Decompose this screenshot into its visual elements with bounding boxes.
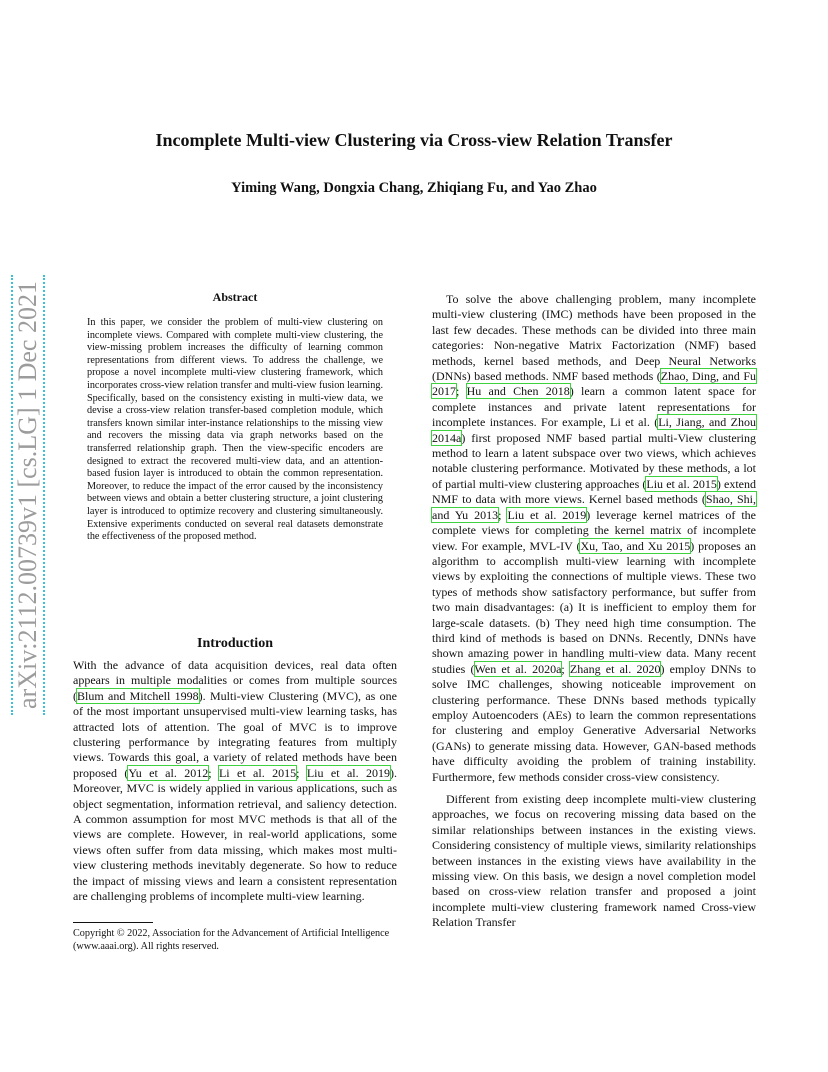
introduction-paragraph [73,658,397,905]
citation-link[interactable]: Xu, Tao, and Xu 2015 [580,538,691,553]
text-run: ; [498,507,508,522]
abstract-text: In this paper, we consider the problem of multi-view clustering on incomplete views. Compared with complete multi-view clustering, the view-missing problem increases the difficulty of learning common representations from different views. To address the challenge, we propose a novel incomplete multi-view clustering framework, which incorporates cross-view relation transfer and multi-view fusion learning. Specifically, based on the consistency existing in multi-view data, we devise a cross-view relation transfer-based completion module, which transfers known similar inter-instance relationships to the missing view and recovers the missing data via graph networks based on the transferred relationship graph. Then the view-specific encoders are designed to extract the recovered multi-view data, and an attention-based fusion layer is introduced to obtain the common representation. Moreover, to reduce the impact of the error caused by the inconsistency between views and obtain a better clustering structure, a joint clustering layer is introduced to optimize recovery and clustering simultaneously. Extensive experiments conducted on several real datasets demonstrate the effectiveness of the proposed method. [87,317,383,543]
citation-link[interactable]: Li et al. 2015 [218,765,297,780]
citation-link[interactable]: Hu and Chen 2018 [466,384,570,399]
citation-link[interactable]: Liu et al. 2019 [507,507,587,522]
introduction-heading: Introduction [197,636,273,651]
abstract-heading: Abstract [212,290,258,304]
text-run: ; [296,765,307,780]
citation-link[interactable]: Zhao, Ding, and Fu 2017 [432,369,757,399]
citation-link[interactable]: Liu et al. 2019 [306,765,390,780]
text-run: To solve the above challenging problem, many incomplete multi-view clustering (IMC) methods have been proposed in the last few decades. These methods can be divided into three main categories: Non-negative Matrix Factorization (NMF) based methods, kernel based methods, and Deep Neural Networks (DNNs) based methods. NMF based methods ( [432,292,756,384]
text-run: ) employ DNNs to solve IMC challenges, showing noticeable improvement on clustering performance. These DNNs based methods typically employ Autoencoders (AEs) to learn the common representations for clustering and employ Generative Adversarial Networks (GANs) to generate missing data. However, GAN-based methods have difficulty avoiding the problem of training instability. Furthermore, few methods consider cross-view consistency. [432,661,756,784]
text-run: ; [208,765,219,780]
author-list: Yiming Wang, Dongxia Chang, Zhiqiang Fu, and Yao Zhao [231,180,597,196]
copyright-footnote: Copyright © 2022, Association for the Advancement of Artificial Intelligence (www.aaai.org). All rights reserved. [73,928,390,952]
arxiv-stamp [10,265,46,725]
citation-link[interactable]: Zhang et al. 2020 [569,661,661,676]
text-run: ; [561,661,570,676]
text-run: ) learn a common latent space for complete instances and private latent representations for incomplete instances. For example, Li et al. ( [432,384,756,430]
text-run: ) first proposed NMF based partial multi-View clustering method to learn a latent subspace over two views, which achieves notable clustering performance. Motivated by these methods, a lot of partial multi-view clustering approaches ( [432,430,756,491]
text-run: ). Moreover, MVC is widely applied in various applications, such as object segmentation, information retrieval, and saliency detection. A common assumption for most MVC methods is that all of the views are complete. However, in real-world applications, some views often suffer from data missing, which makes most multi-view clustering methods inevitably degenerate. So how to reduce the impact of missing views and learn a consistent representation are challenging problems of incomplete multi-view learning. [73,765,397,904]
citation-link[interactable]: Li, Jiang, and Zhou 2014a [432,415,756,445]
body-paragraph [432,292,756,785]
text-run: ; [456,384,467,399]
citation-link[interactable]: Yu et al. 2012 [128,765,209,780]
text-run: With the advance of data acquisition devices, real data often appears in multiple modalities or comes from multiple sources ( [73,658,397,703]
text-run: ). Multi-view Clustering (MVC), as one of the most important unsupervised multi-view learning tasks, has attracted lots of attention. The goal of MVC is to improve clustering performance by integrating features from multiply views. Towards this goal, a variety of related methods have been proposed ( [73,688,397,780]
footnote-rule [73,922,153,923]
citation-link[interactable]: Shao, Shi, and Yu 2013 [432,492,757,522]
citation-link[interactable]: Blum and Mitchell 1998 [77,688,199,703]
left-column [73,290,397,544]
citation-link[interactable]: Wen et al. 2020a [474,661,562,676]
body-paragraph: Different from existing deep incomplete multi-view clustering approaches, we focus on recovering missing data based on the similar relationships between instances in the existing views. Considering consistency of multiple views, similarity relationships between instances in the existing views have availability in the missing view. On this basis, we design a novel completion model based on cross-view relation transfer and proposed a joint incomplete multi-view clustering framework named Cross-view Relation Transfer [432,792,756,930]
text-run: ) leverage kernel matrices of the complete views for completing the kernel matrix of incomplete view. For example, MVL-IV ( [432,507,756,553]
paper-title: Incomplete Multi-view Clustering via Cross-view Relation Transfer [155,130,673,150]
arxiv-stamp-text: arXiv:2112.00739v1 [cs.LG] 1 Dec 2021 [11,275,45,715]
citation-link[interactable]: Liu et al. 2015 [646,476,717,491]
text-run: ) extend NMF to data with more views. Kernel based methods ( [432,476,757,507]
right-column [432,292,756,938]
text-run: ) proposes an algorithm to accomplish multi-view learning with incomplete views by exploiting the connections of multiple views. These two types of methods show satisfactory performance, but suffer from two main disadvantages: (a) It is inefficient to employ them for large-scale datasets. (b) They need high time consumption. The third kind of methods is based on DNNs. Recently, DNNs have shown amazing power in handling multi-view data. Many recent studies ( [432,538,757,676]
